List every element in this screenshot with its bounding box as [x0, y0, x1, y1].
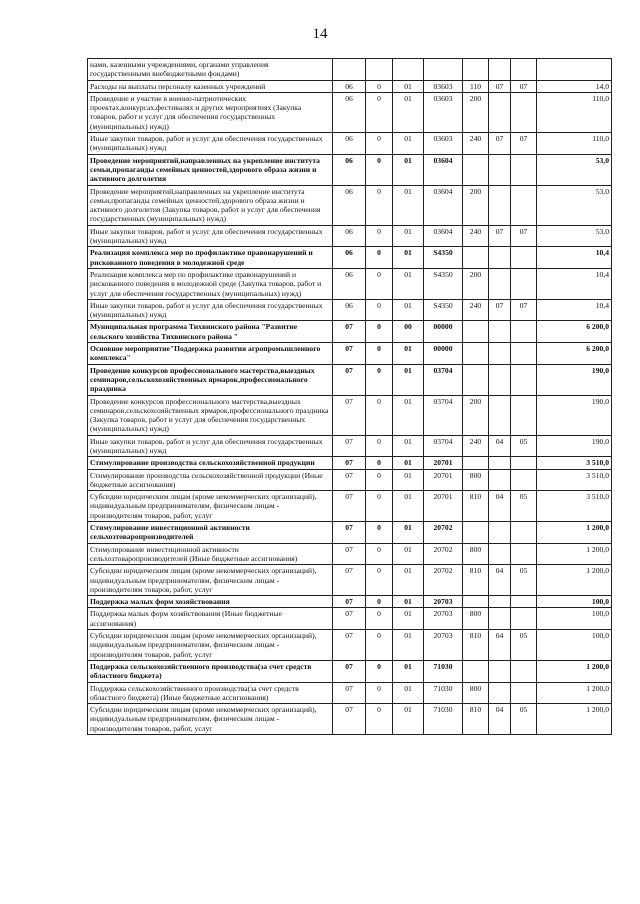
amount-cell: 1 200,0	[537, 543, 612, 565]
expense-type-cell: 200	[463, 268, 489, 299]
subprogram-code-cell: 0	[366, 630, 393, 661]
expense-type-cell	[463, 457, 489, 469]
table-row	[88, 682, 612, 704]
subprogram-code-cell: 0	[366, 92, 393, 132]
subsection-code-cell	[511, 59, 537, 81]
amount-cell: 110,0	[537, 133, 612, 155]
table-row	[88, 395, 612, 435]
direction-code-cell: 20701	[424, 457, 463, 469]
amount-cell: 10,4	[537, 247, 612, 269]
direction-code-cell: 20702	[424, 565, 463, 596]
event-code-cell: 01	[393, 299, 424, 321]
subsection-code-cell: 07	[511, 225, 537, 247]
table-row	[88, 343, 612, 365]
table-row	[88, 522, 612, 544]
subprogram-code-cell: 0	[366, 491, 393, 522]
direction-code-cell: 20703	[424, 596, 463, 608]
direction-code-cell	[424, 59, 463, 81]
event-code-cell: 01	[393, 80, 424, 92]
table-row	[88, 596, 612, 608]
table-row	[88, 92, 612, 132]
subprogram-code-cell: 0	[366, 469, 393, 491]
program-code-cell: 07	[333, 321, 366, 343]
table-row	[88, 133, 612, 155]
direction-code-cell: 03604	[424, 154, 463, 185]
row-name-cell: Иные закупки товаров, работ и услуг для обеспечения государственных (муниципальных) нужд	[88, 133, 333, 155]
row-name-cell: Расходы на выплаты персоналу казенных учреждений	[88, 80, 333, 92]
row-name-cell: Проведение мероприятий,направленных на укрепление института семьи,пропаганды семейных ценностей,здорового образа жизни и активного долголетия (Закупка товаров, работ и услуг для обеспечения государственных (муниципальных) нужд)	[88, 185, 333, 225]
subsection-code-cell: 05	[511, 565, 537, 596]
subprogram-code-cell: 0	[366, 457, 393, 469]
program-code-cell: 07	[333, 543, 366, 565]
event-code-cell: 01	[393, 682, 424, 704]
subsection-code-cell	[511, 343, 537, 365]
row-name-cell: Проведение конкурсов профессионального мастерства,выездных семинаров,сельскохозяйственных ярмарок,профессионального праздника (Закупка товаров, работ и услуг для обеспечения государственных (муниципальных) нужд)	[88, 395, 333, 435]
section-code-cell	[489, 321, 511, 343]
budget-table	[87, 58, 612, 735]
event-code-cell: 01	[393, 522, 424, 544]
subsection-code-cell: 07	[511, 133, 537, 155]
direction-code-cell: 03604	[424, 225, 463, 247]
amount-cell: 3 510,0	[537, 491, 612, 522]
subsection-code-cell	[511, 660, 537, 682]
table-row	[88, 321, 612, 343]
section-code-cell	[489, 660, 511, 682]
section-code-cell	[489, 522, 511, 544]
program-code-cell: 07	[333, 630, 366, 661]
subsection-code-cell: 07	[511, 299, 537, 321]
event-code-cell: 01	[393, 704, 424, 735]
row-name-cell: Субсидии юридическим лицам (кроме некоммерческих организаций), индивидуальным предпринимателям, физическим лицам - производителям товаров, работ, услуг	[88, 630, 333, 661]
section-code-cell: 07	[489, 80, 511, 92]
subprogram-code-cell	[366, 59, 393, 81]
table-row	[88, 247, 612, 269]
subprogram-code-cell: 0	[366, 80, 393, 92]
amount-cell	[537, 59, 612, 81]
direction-code-cell: 20702	[424, 522, 463, 544]
table-row	[88, 268, 612, 299]
subsection-code-cell: 05	[511, 435, 537, 457]
subprogram-code-cell: 0	[366, 704, 393, 735]
amount-cell: 6 200,0	[537, 321, 612, 343]
row-name-cell: нами, казенными учреждениями, органами управления государственными внебюджетными фондами)	[88, 59, 333, 81]
direction-code-cell: 20703	[424, 608, 463, 630]
expense-type-cell	[463, 364, 489, 395]
event-code-cell: 01	[393, 154, 424, 185]
subsection-code-cell	[511, 469, 537, 491]
direction-code-cell: S4350	[424, 299, 463, 321]
direction-code-cell: 03603	[424, 92, 463, 132]
direction-code-cell: 03603	[424, 80, 463, 92]
table-row	[88, 225, 612, 247]
subprogram-code-cell: 0	[366, 682, 393, 704]
subsection-code-cell	[511, 543, 537, 565]
event-code-cell: 00	[393, 321, 424, 343]
event-code-cell: 01	[393, 133, 424, 155]
program-code-cell: 06	[333, 185, 366, 225]
subsection-code-cell	[511, 522, 537, 544]
program-code-cell: 07	[333, 435, 366, 457]
amount-cell: 1 200,0	[537, 522, 612, 544]
expense-type-cell: 800	[463, 469, 489, 491]
subsection-code-cell: 05	[511, 491, 537, 522]
section-code-cell: 04	[489, 435, 511, 457]
program-code-cell: 07	[333, 522, 366, 544]
section-code-cell	[489, 59, 511, 81]
program-code-cell: 07	[333, 469, 366, 491]
row-name-cell: Иные закупки товаров, работ и услуг для обеспечения государственных (муниципальных) нужд	[88, 299, 333, 321]
program-code-cell: 07	[333, 491, 366, 522]
expense-type-cell	[463, 59, 489, 81]
direction-code-cell: 20701	[424, 491, 463, 522]
section-code-cell	[489, 343, 511, 365]
subsection-code-cell	[511, 608, 537, 630]
amount-cell: 53,0	[537, 225, 612, 247]
row-name-cell: Муниципальная программа Тихвинского района "Развитие сельского хозяйства Тихвинского района "	[88, 321, 333, 343]
direction-code-cell: S4350	[424, 247, 463, 269]
program-code-cell: 07	[333, 608, 366, 630]
table-row	[88, 59, 612, 81]
row-name-cell: Поддержка сельскохозяйственного производства(за счет средств областного бюджета)	[88, 660, 333, 682]
program-code-cell: 07	[333, 364, 366, 395]
section-code-cell	[489, 608, 511, 630]
subprogram-code-cell: 0	[366, 565, 393, 596]
row-name-cell: Иные закупки товаров, работ и услуг для обеспечения государственных (муниципальных) нужд	[88, 225, 333, 247]
section-code-cell	[489, 154, 511, 185]
row-name-cell: Субсидии юридическим лицам (кроме некоммерческих организаций), индивидуальным предпринимателям, физическим лицам - производителям товаров, работ, услуг	[88, 704, 333, 735]
section-code-cell	[489, 596, 511, 608]
section-code-cell	[489, 364, 511, 395]
subprogram-code-cell: 0	[366, 225, 393, 247]
subprogram-code-cell: 0	[366, 608, 393, 630]
program-code-cell: 06	[333, 247, 366, 269]
program-code-cell: 07	[333, 395, 366, 435]
amount-cell: 1 200,0	[537, 565, 612, 596]
table-row	[88, 457, 612, 469]
program-code-cell: 07	[333, 596, 366, 608]
table-row	[88, 299, 612, 321]
subsection-code-cell	[511, 395, 537, 435]
event-code-cell: 01	[393, 543, 424, 565]
subsection-code-cell	[511, 247, 537, 269]
expense-type-cell	[463, 596, 489, 608]
program-code-cell: 07	[333, 682, 366, 704]
expense-type-cell: 810	[463, 491, 489, 522]
event-code-cell: 01	[393, 608, 424, 630]
section-code-cell: 04	[489, 491, 511, 522]
table-row	[88, 469, 612, 491]
expense-type-cell: 240	[463, 435, 489, 457]
direction-code-cell: S4350	[424, 268, 463, 299]
subprogram-code-cell: 0	[366, 364, 393, 395]
event-code-cell: 01	[393, 268, 424, 299]
subsection-code-cell: 05	[511, 630, 537, 661]
table-row	[88, 364, 612, 395]
subprogram-code-cell: 0	[366, 435, 393, 457]
direction-code-cell: 71030	[424, 704, 463, 735]
section-code-cell: 07	[489, 225, 511, 247]
program-code-cell: 07	[333, 457, 366, 469]
table-row	[88, 608, 612, 630]
event-code-cell: 01	[393, 630, 424, 661]
section-code-cell: 07	[489, 133, 511, 155]
expense-type-cell: 240	[463, 133, 489, 155]
row-name-cell: Проведение мероприятий,направленных на укрепление института семьи,пропаганды семейных ценностей,здорового образа жизни и активного долголетия	[88, 154, 333, 185]
subprogram-code-cell: 0	[366, 133, 393, 155]
expense-type-cell	[463, 660, 489, 682]
event-code-cell: 01	[393, 660, 424, 682]
direction-code-cell: 20702	[424, 543, 463, 565]
amount-cell: 190,0	[537, 395, 612, 435]
subsection-code-cell	[511, 268, 537, 299]
section-code-cell	[489, 92, 511, 132]
amount-cell: 1 200,0	[537, 682, 612, 704]
row-name-cell: Стимулирование производства сельскохозяйственной продукции	[88, 457, 333, 469]
expense-type-cell: 800	[463, 543, 489, 565]
section-code-cell	[489, 457, 511, 469]
table-row	[88, 660, 612, 682]
expense-type-cell	[463, 522, 489, 544]
event-code-cell: 01	[393, 92, 424, 132]
subprogram-code-cell: 0	[366, 343, 393, 365]
section-code-cell: 04	[489, 704, 511, 735]
program-code-cell	[333, 59, 366, 81]
subprogram-code-cell: 0	[366, 660, 393, 682]
direction-code-cell: 03603	[424, 133, 463, 155]
event-code-cell: 01	[393, 185, 424, 225]
amount-cell: 110,0	[537, 92, 612, 132]
amount-cell: 3 510,0	[537, 469, 612, 491]
subsection-code-cell	[511, 457, 537, 469]
direction-code-cell: 03704	[424, 364, 463, 395]
expense-type-cell: 200	[463, 395, 489, 435]
direction-code-cell: 71030	[424, 660, 463, 682]
subsection-code-cell	[511, 682, 537, 704]
subsection-code-cell	[511, 154, 537, 185]
amount-cell: 100,0	[537, 608, 612, 630]
program-code-cell: 07	[333, 565, 366, 596]
event-code-cell: 01	[393, 435, 424, 457]
row-name-cell: Поддержка сельскохозяйственного производства(за счет средств областного бюджета) (Иные бюджетные ассигнования)	[88, 682, 333, 704]
expense-type-cell	[463, 154, 489, 185]
section-code-cell: 07	[489, 299, 511, 321]
expense-type-cell: 800	[463, 682, 489, 704]
row-name-cell: Стимулирование инвестиционной активности сельхозтоваропроизводителей	[88, 522, 333, 544]
page-number: 14	[312, 26, 328, 42]
subprogram-code-cell: 0	[366, 395, 393, 435]
amount-cell: 190,0	[537, 435, 612, 457]
amount-cell: 6 200,0	[537, 343, 612, 365]
amount-cell: 100,0	[537, 630, 612, 661]
table-row	[88, 630, 612, 661]
subsection-code-cell: 05	[511, 704, 537, 735]
direction-code-cell: 20701	[424, 469, 463, 491]
subprogram-code-cell: 0	[366, 154, 393, 185]
direction-code-cell: 03604	[424, 185, 463, 225]
amount-cell: 53,0	[537, 185, 612, 225]
subsection-code-cell	[511, 596, 537, 608]
budget-table-body	[88, 59, 612, 735]
section-code-cell	[489, 247, 511, 269]
expense-type-cell	[463, 343, 489, 365]
expense-type-cell: 240	[463, 299, 489, 321]
program-code-cell: 06	[333, 80, 366, 92]
program-code-cell: 07	[333, 704, 366, 735]
amount-cell: 14,0	[537, 80, 612, 92]
event-code-cell: 01	[393, 247, 424, 269]
table-row	[88, 80, 612, 92]
table-row	[88, 435, 612, 457]
row-name-cell: Основное мероприятие"Поддержка развития агропромышленного комплекса"	[88, 343, 333, 365]
subprogram-code-cell: 0	[366, 299, 393, 321]
event-code-cell	[393, 59, 424, 81]
subprogram-code-cell: 0	[366, 596, 393, 608]
section-code-cell	[489, 682, 511, 704]
direction-code-cell: 03704	[424, 395, 463, 435]
expense-type-cell	[463, 321, 489, 343]
table-row	[88, 565, 612, 596]
program-code-cell: 06	[333, 133, 366, 155]
program-code-cell: 06	[333, 92, 366, 132]
section-code-cell	[489, 268, 511, 299]
expense-type-cell: 810	[463, 565, 489, 596]
amount-cell: 100,0	[537, 596, 612, 608]
event-code-cell: 01	[393, 565, 424, 596]
event-code-cell: 01	[393, 225, 424, 247]
subprogram-code-cell: 0	[366, 522, 393, 544]
program-code-cell: 06	[333, 299, 366, 321]
expense-type-cell: 810	[463, 630, 489, 661]
expense-type-cell: 200	[463, 185, 489, 225]
event-code-cell: 01	[393, 343, 424, 365]
section-code-cell	[489, 469, 511, 491]
table-row	[88, 543, 612, 565]
direction-code-cell: 71030	[424, 682, 463, 704]
row-name-cell: Иные закупки товаров, работ и услуг для обеспечения государственных (муниципальных) нужд	[88, 435, 333, 457]
amount-cell: 10,4	[537, 268, 612, 299]
expense-type-cell: 240	[463, 225, 489, 247]
row-name-cell: Проведение и участие в военно-патриотических проектах,конкурсах,фестивалях и других мероприятиях (Закупка товаров, работ и услуг для обеспечения государственных (муниципальных) нужд)	[88, 92, 333, 132]
direction-code-cell: 03704	[424, 435, 463, 457]
program-code-cell: 06	[333, 154, 366, 185]
amount-cell: 53,0	[537, 154, 612, 185]
subprogram-code-cell: 0	[366, 543, 393, 565]
amount-cell: 3 510,0	[537, 457, 612, 469]
subprogram-code-cell: 0	[366, 321, 393, 343]
row-name-cell: Поддержка малых форм хозяйствования	[88, 596, 333, 608]
direction-code-cell: 20703	[424, 630, 463, 661]
event-code-cell: 01	[393, 469, 424, 491]
section-code-cell: 04	[489, 565, 511, 596]
row-name-cell: Реализация комплекса мер по профилактике правонарушений и рискованного поведения в молодежной среде	[88, 247, 333, 269]
subsection-code-cell	[511, 321, 537, 343]
expense-type-cell: 800	[463, 608, 489, 630]
program-code-cell: 07	[333, 660, 366, 682]
direction-code-cell: 00000	[424, 321, 463, 343]
amount-cell: 1 200,0	[537, 704, 612, 735]
row-name-cell: Проведение конкурсов профессионального мастерства,выездных семинаров,сельскохозяйственных ярмарок,профессионального праздника	[88, 364, 333, 395]
event-code-cell: 01	[393, 457, 424, 469]
subsection-code-cell	[511, 364, 537, 395]
subprogram-code-cell: 0	[366, 185, 393, 225]
event-code-cell: 01	[393, 364, 424, 395]
section-code-cell: 04	[489, 630, 511, 661]
table-row	[88, 154, 612, 185]
subprogram-code-cell: 0	[366, 247, 393, 269]
row-name-cell: Реализация комплекса мер по профилактике правонарушений и рискованного поведения в молодежной среде (Закупка товаров, работ и услуг для обеспечения государственных (муниципальных) нужд)	[88, 268, 333, 299]
program-code-cell: 06	[333, 225, 366, 247]
amount-cell: 1 200,0	[537, 660, 612, 682]
event-code-cell: 01	[393, 395, 424, 435]
amount-cell: 10,4	[537, 299, 612, 321]
program-code-cell: 06	[333, 268, 366, 299]
table-row	[88, 704, 612, 735]
row-name-cell: Стимулирование инвестиционной активности сельхозтоваропроизводителей (Иные бюджетные ассигнования)	[88, 543, 333, 565]
row-name-cell: Субсидии юридическим лицам (кроме некоммерческих организаций), индивидуальным предпринимателям, физическим лицам - производителям товаров, работ, услуг	[88, 565, 333, 596]
amount-cell: 190,0	[537, 364, 612, 395]
section-code-cell	[489, 185, 511, 225]
subprogram-code-cell: 0	[366, 268, 393, 299]
table-row	[88, 491, 612, 522]
section-code-cell	[489, 395, 511, 435]
program-code-cell: 07	[333, 343, 366, 365]
row-name-cell: Поддержка малых форм хозяйствования (Иные бюджетные ассигнования)	[88, 608, 333, 630]
subsection-code-cell	[511, 92, 537, 132]
section-code-cell	[489, 543, 511, 565]
expense-type-cell: 200	[463, 92, 489, 132]
table-row	[88, 185, 612, 225]
expense-type-cell: 110	[463, 80, 489, 92]
expense-type-cell	[463, 247, 489, 269]
expense-type-cell: 810	[463, 704, 489, 735]
subsection-code-cell	[511, 185, 537, 225]
row-name-cell: Стимулирование производства сельскохозяйственной продукции (Иные бюджетные ассигнования)	[88, 469, 333, 491]
event-code-cell: 01	[393, 596, 424, 608]
direction-code-cell: 00000	[424, 343, 463, 365]
subsection-code-cell: 07	[511, 80, 537, 92]
event-code-cell: 01	[393, 491, 424, 522]
row-name-cell: Субсидии юридическим лицам (кроме некоммерческих организаций), индивидуальным предпринимателям, физическим лицам - производителям товаров, работ, услуг	[88, 491, 333, 522]
